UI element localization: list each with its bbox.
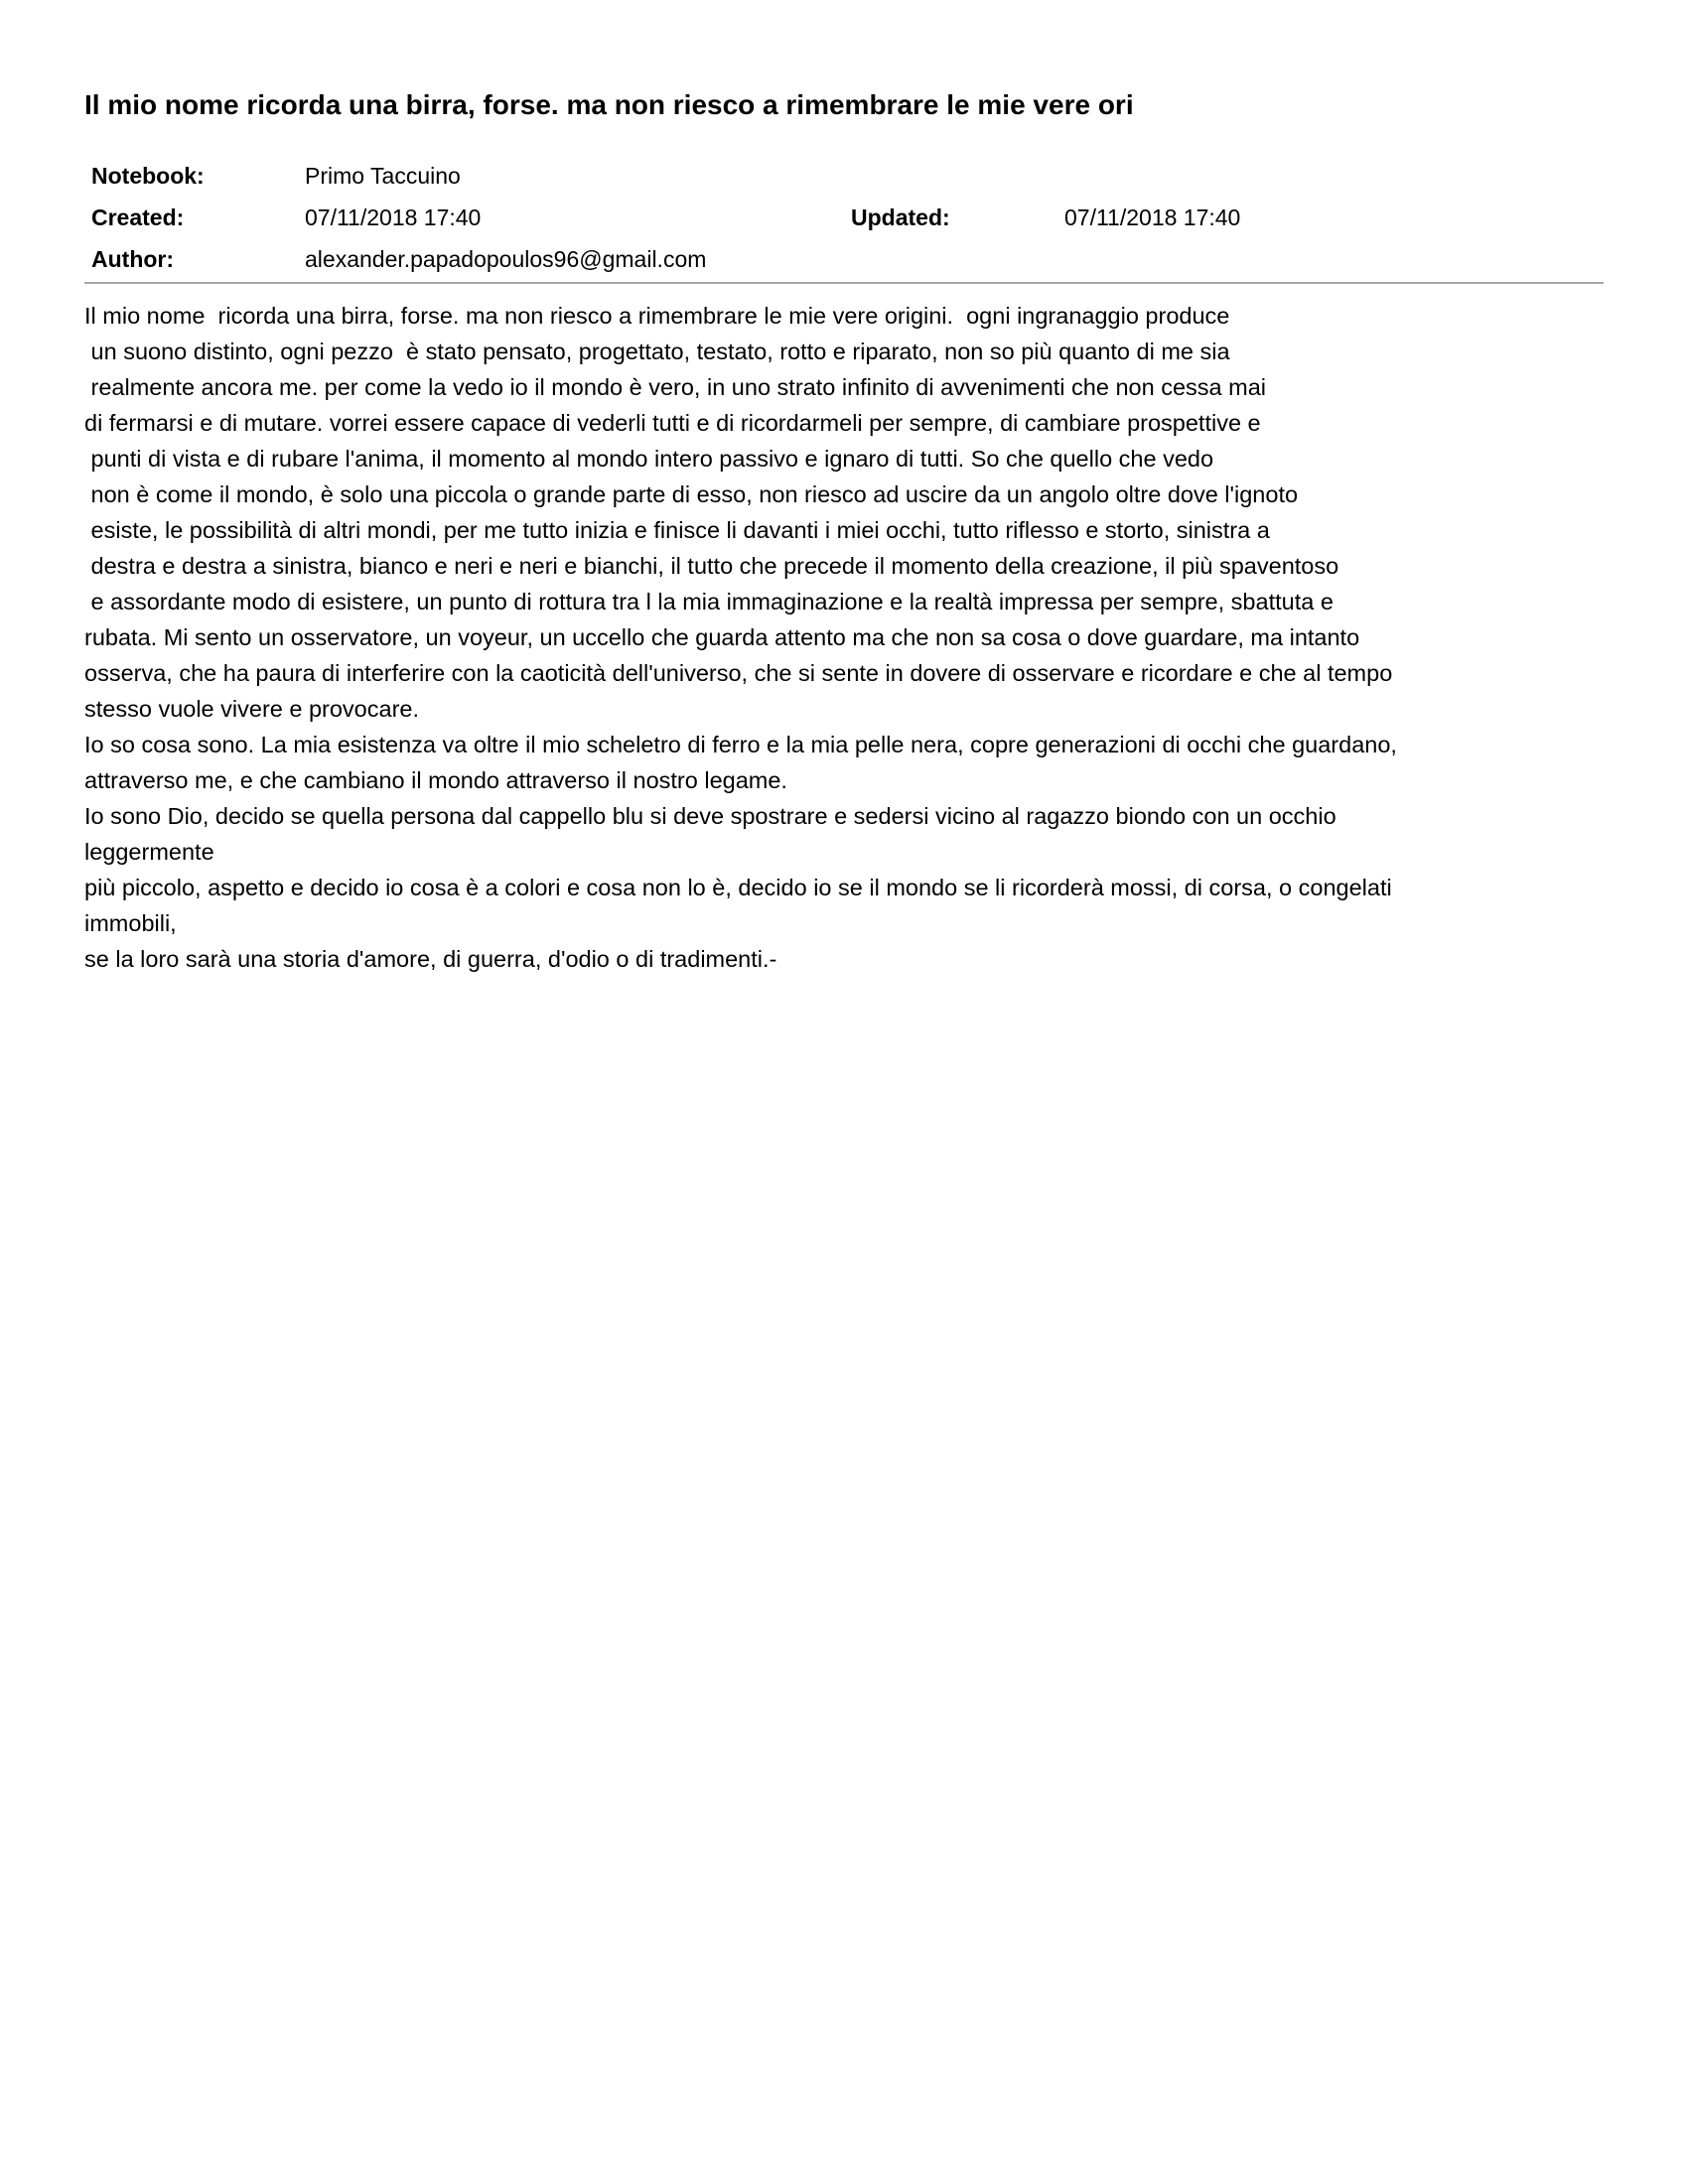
metadata-row-notebook [84,155,1604,197]
metadata-row-author [84,238,1604,280]
body-line: Io sono Dio, decido se quella persona dal cappello blu si deve spostrare e sedersi vicino al ragazzo biondo con un occhio [84,803,1336,829]
updated-value: 07/11/2018 17:40 [1064,205,1241,230]
body-line: immobili, [84,910,177,936]
updated-label: Updated: [851,205,950,230]
notebook-value: Primo Taccuino [305,163,461,189]
body-line: e assordante modo di esistere, un punto di rottura tra l la mia immaginazione e la realtà impressa per sempre, sbattuta e [84,589,1334,614]
body-line: osserva, che ha paura di interferire con la caoticità dell'universo, che si sente in dovere di osservare e ricordare e che al tempo [84,660,1393,686]
body-line: punti di vista e di rubare l'anima, il momento al mondo intero passivo e ignaro di tutti. So che quello che vedo [84,446,1214,472]
notebook-label: Notebook: [91,163,205,189]
body-line: più piccolo, aspetto e decido io cosa è a colori e cosa non lo è, decido io se il mondo se li ricorderà mossi, di corsa, o congelati [84,875,1392,900]
created-label: Created: [91,205,185,230]
author-value: alexander.papadopoulos96@gmail.com [305,246,707,272]
body-line: stesso vuole vivere e provocare. [84,696,419,722]
note-title: Il mio nome ricorda una birra, forse. ma non riesco a rimembrare le mie vere ori [84,89,1134,120]
body-line: se la loro sarà una storia d'amore, di guerra, d'odio o di tradimenti.- [84,946,777,972]
body-line: Io so cosa sono. La mia esistenza va oltre il mio scheletro di ferro e la mia pelle nera, copre generazioni di occhi che guardano, [84,732,1397,757]
note-metadata [84,155,1604,284]
body-line: non è come il mondo, è solo una piccola o grande parte di esso, non riesco ad uscire da un angolo oltre dove l'ignoto [84,481,1299,507]
created-value: 07/11/2018 17:40 [305,205,482,230]
author-label: Author: [91,246,175,272]
metadata-row-dates [84,197,1604,238]
body-line: destra e destra a sinistra, bianco e neri e neri e bianchi, il tutto che precede il momento della creazione, il più spaventoso [84,553,1339,579]
body-line: esiste, le possibilità di altri mondi, per me tutto inizia e finisce li davanti i miei occhi, tutto riflesso e storto, sinistra a [84,517,1270,543]
body-line: Il mio nome ricorda una birra, forse. ma non riesco a rimembrare le mie vere origini. ogni ingranaggio produce [84,303,1230,329]
body-line: un suono distinto, ogni pezzo è stato pensato, progettato, testato, rotto e riparato, non so più quanto di me sia [84,339,1230,364]
body-line: leggermente [84,839,214,865]
body-line: di fermarsi e di mutare. vorrei essere capace di vederli tutti e di ricordarmeli per sempre, di cambiare prospettive e [84,410,1261,436]
body-line: attraverso me, e che cambiano il mondo attraverso il nostro legame. [84,767,787,793]
body-line: realmente ancora me. per come la vedo io il mondo è vero, in uno strato infinito di avvenimenti che non cessa mai [84,374,1266,400]
note-body [84,298,1604,977]
body-line: rubata. Mi sento un osservatore, un voyeur, un uccello che guarda attento ma che non sa cosa o dove guardare, ma intanto [84,624,1360,650]
